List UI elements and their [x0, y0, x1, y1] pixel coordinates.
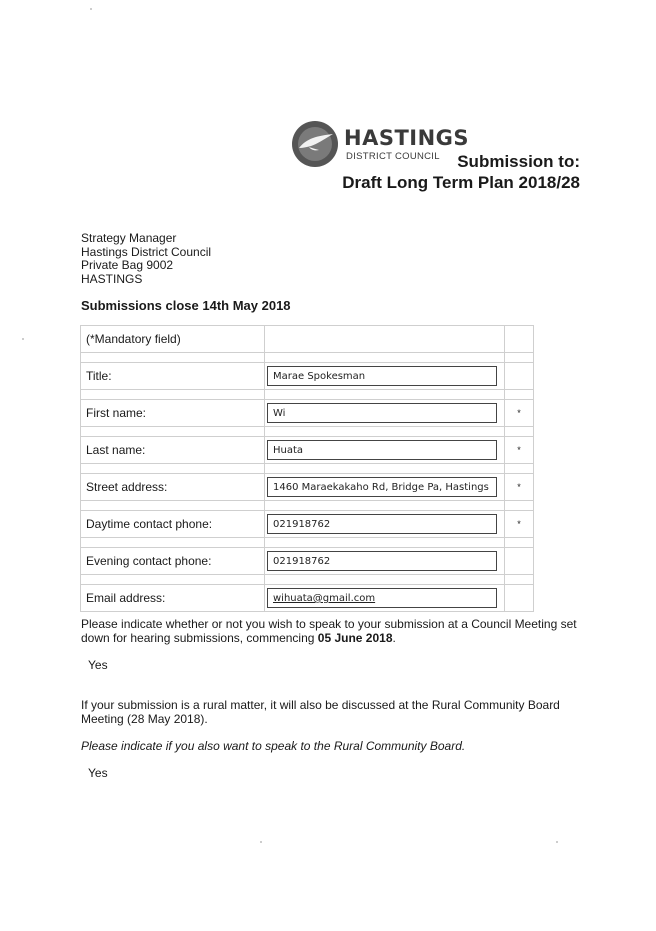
field-label: Daytime contact phone:: [81, 511, 265, 538]
field-label: Evening contact phone:: [81, 548, 265, 575]
mandatory-marker: *: [505, 400, 534, 427]
submitter-details-table: [80, 325, 534, 612]
address-block: [81, 232, 211, 286]
field-label: Last name:: [81, 437, 265, 464]
mandatory-marker: *: [505, 437, 534, 464]
scan-speck: [260, 841, 262, 843]
rural-question: Please indicate if you also want to speak to the Rural Community Board.: [81, 739, 466, 753]
rural-answer[interactable]: Yes: [88, 766, 108, 780]
address-line: Hastings District Council: [81, 244, 212, 259]
first-name-row: [81, 400, 534, 427]
logo-subtitle: DISTRICT COUNCIL: [346, 151, 440, 162]
evening-phone-field[interactable]: 021918762: [267, 551, 497, 571]
mandatory-marker: [505, 548, 534, 575]
first-name-field[interactable]: Wi: [267, 403, 497, 423]
submissions-close-heading: Submissions close 14th May 2018: [81, 298, 291, 313]
mandatory-marker: *: [505, 474, 534, 501]
last-name-row: [81, 437, 534, 464]
plan-title: Draft Long Term Plan 2018/28: [342, 173, 580, 192]
mandatory-marker: *: [505, 511, 534, 538]
address-line: Strategy Manager: [81, 231, 177, 245]
title-field[interactable]: Marae Spokesman: [267, 366, 497, 386]
scan-speck: [556, 841, 558, 843]
street-address-row: [81, 474, 534, 501]
title-row: [81, 363, 534, 390]
scan-speck: [90, 8, 92, 10]
last-name-field[interactable]: Huata: [267, 440, 497, 460]
mandatory-marker: [505, 585, 534, 612]
rural-paragraph: If your submission is a rural matter, it will also be discussed at the Rural Community Board Meeting (28 May 2018).: [81, 698, 560, 726]
email-row: [81, 585, 534, 612]
field-label: Street address:: [81, 474, 265, 501]
daytime-phone-field[interactable]: 021918762: [267, 514, 497, 534]
submission-to-heading: Submission to:: [457, 152, 580, 171]
mandatory-note: (*Mandatory field): [81, 326, 265, 353]
hearing-answer[interactable]: Yes: [88, 658, 108, 672]
hearing-paragraph: [81, 617, 581, 645]
field-label: Title:: [81, 363, 265, 390]
field-label: First name:: [81, 400, 265, 427]
street-address-field[interactable]: 1460 Maraekakaho Rd, Bridge Pa, Hastings: [267, 477, 497, 497]
hawk-emblem-icon: [291, 120, 339, 168]
scan-speck: [22, 338, 24, 340]
daytime-phone-row: [81, 511, 534, 538]
hearing-text: Please indicate whether or not you wish to speak to your submission at a Council Meeting set down for hearing submissions, commencing: [81, 617, 577, 645]
hearing-date: 05 June 2018: [317, 631, 393, 645]
field-label: Email address:: [81, 585, 265, 612]
email-field[interactable]: wihuata@gmail.com: [267, 588, 497, 608]
mandatory-marker: [505, 363, 534, 390]
logo-name: HASTINGS: [344, 126, 470, 150]
hearing-text-end: .: [392, 631, 396, 645]
evening-phone-row: [81, 548, 534, 575]
address-line: HASTINGS: [81, 271, 143, 286]
address-line: Private Bag 9002: [81, 258, 174, 272]
